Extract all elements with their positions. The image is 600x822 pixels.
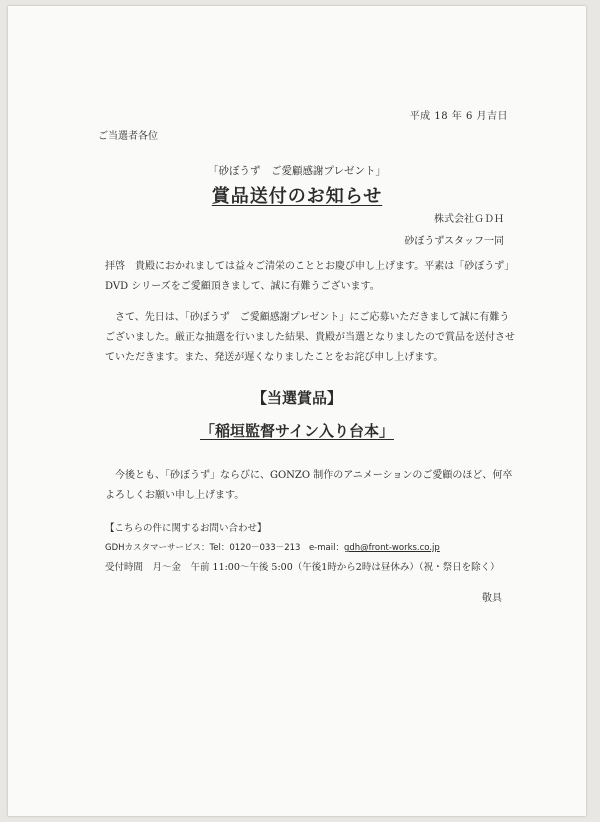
contact-email-link[interactable]: gdh@front-works.co.jp	[343, 543, 440, 553]
notice-text: さて、先日は、「砂ぼうず ご愛顧感謝プレゼント」にご応募いただきまして誠に有難うございました。厳正な抽選を行いました結果、貴殿が当選となりましたので賞品を送付させていただきます。また、発送が遅くなりましたことをお詫び申し上げます。	[105, 312, 515, 363]
contact-heading: 【こちらの件に関するお問い合わせ】	[105, 523, 267, 534]
page-title	[8, 182, 586, 208]
contact-service: GDHカスタマーサービス：Tel：0120－033－213 e-mail：	[105, 543, 344, 553]
contact-block	[105, 519, 500, 577]
prize-heading: 【当選賞品】	[251, 389, 342, 407]
letter-page	[8, 6, 586, 816]
greeting-paragraph	[105, 257, 517, 297]
greeting-text: 拝啓 貴殿におかれましては益々ご清栄のこととお慶び申し上げます。平素は「砂ぼうず」DVD シリーズをご愛顧頂きまして、誠に有難うございます。	[105, 261, 515, 292]
closing-paragraph-text: 今後とも、「砂ぼうず」ならびに、GONZO 制作のアニメーションのご愛顧のほど、何卒よろしくお願い申し上げます。	[105, 470, 513, 501]
page-title-text: 賞品送付のお知らせ	[211, 186, 383, 207]
sender-company: 株式会社ＧＤＨ	[434, 214, 504, 225]
notice-paragraph	[105, 308, 517, 368]
contact-hours: 受付時間 月～金 午前 11:00～午後 5:00（午後1時から2時は昼休み）（祝・祭日を除く）	[105, 562, 500, 573]
closing-paragraph	[105, 466, 517, 506]
prize-name	[8, 420, 586, 441]
letter-date: 平成 18 年 6 月吉日	[409, 111, 508, 122]
sender-staff: 砂ぼうずスタッフ一同	[404, 236, 504, 247]
prize-name-text: 「稲垣監督サイン入り台本」	[200, 422, 394, 440]
closing-word: 敬具	[482, 593, 502, 604]
recipients-line: ご当選者各位	[98, 131, 158, 142]
contact-service-line	[105, 538, 500, 558]
campaign-subtitle: 「砂ぼうず ご愛顧感謝プレゼント」	[207, 165, 387, 177]
sender-block	[404, 209, 504, 253]
